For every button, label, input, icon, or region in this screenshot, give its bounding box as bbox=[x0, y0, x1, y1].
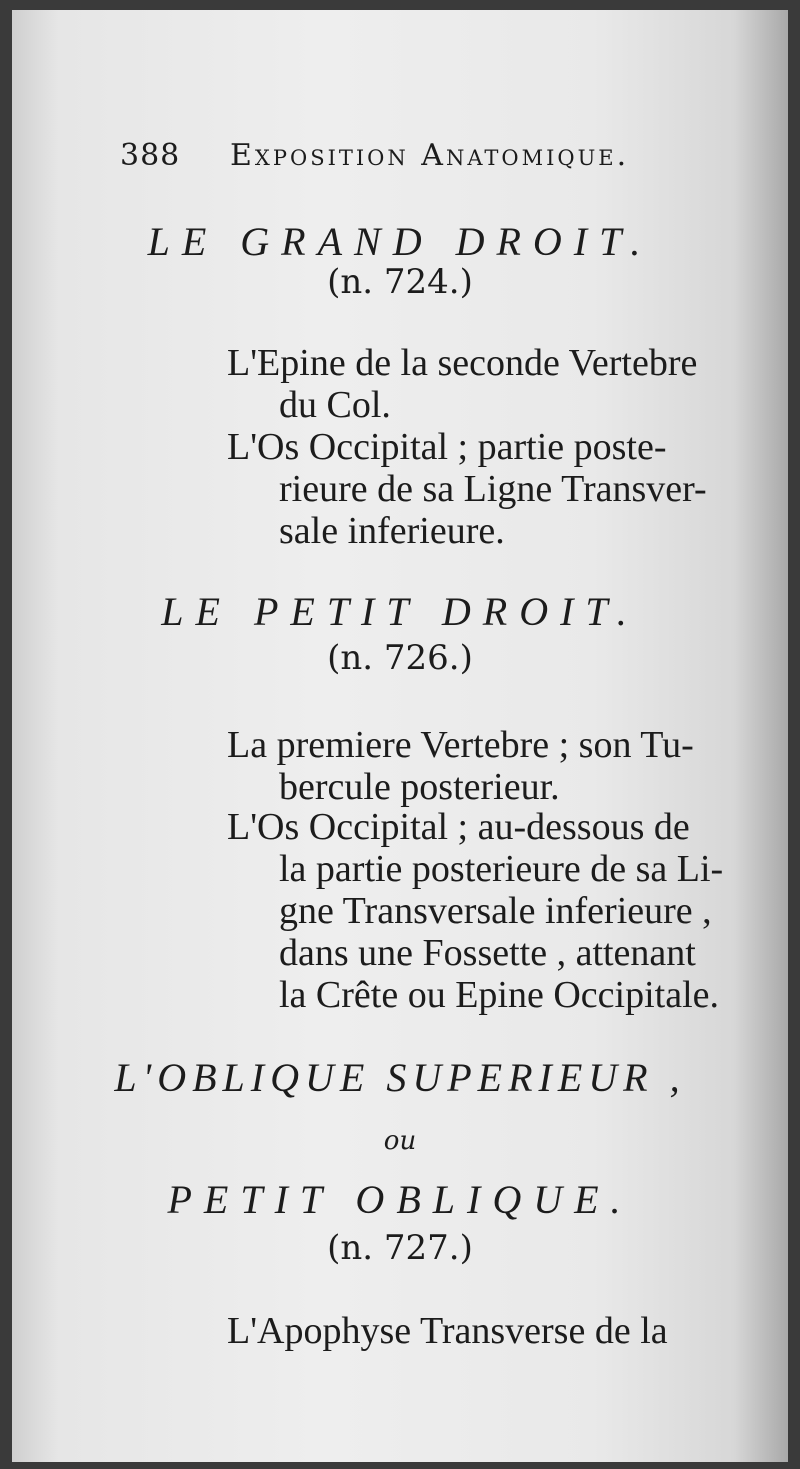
section-reference: (n. 724.) bbox=[327, 262, 473, 302]
entry-line: L'Os Occipital ; partie poste- bbox=[227, 426, 667, 468]
entry-line: sale inferieure. bbox=[279, 510, 505, 552]
entry-line: du Col. bbox=[279, 384, 391, 426]
entry-paragraph bbox=[227, 342, 737, 426]
entry-paragraph bbox=[227, 1310, 737, 1352]
page-header bbox=[120, 130, 720, 180]
section-title: LE GRAND DROIT. bbox=[147, 219, 653, 264]
section-reference: (n. 727.) bbox=[327, 1228, 473, 1268]
entry-line: L'Apophyse Transverse de la bbox=[227, 1310, 668, 1352]
entry-paragraph bbox=[227, 806, 737, 1016]
entry-line: La premiere Vertebre ; son Tu- bbox=[227, 724, 694, 766]
entry-line: L'Epine de la seconde Vertebre bbox=[227, 342, 698, 384]
entry-paragraph bbox=[227, 426, 737, 552]
section-title: LE PETIT DROIT. bbox=[161, 589, 639, 634]
section-reference: (n. 726.) bbox=[327, 638, 473, 678]
entry-line: gne Transversale inferieure , bbox=[279, 890, 712, 932]
entry-line: dans une Fossette , attenant bbox=[279, 932, 696, 974]
running-title: Exposition Anatomique. bbox=[230, 138, 630, 173]
entry-line: rieure de sa Ligne Transver- bbox=[279, 468, 707, 510]
entry-line: L'Os Occipital ; au-dessous de bbox=[227, 806, 690, 848]
entry-line: la partie posterieure de sa Li- bbox=[279, 848, 724, 890]
title-connector: ou bbox=[383, 1126, 417, 1156]
entry-line: la Crête ou Epine Occipitale. bbox=[279, 974, 719, 1016]
section-title-alternate: PETIT OBLIQUE. bbox=[167, 1177, 633, 1222]
entry-line: bercule posterieur. bbox=[279, 766, 560, 808]
entry-paragraph bbox=[227, 724, 737, 808]
section-title: L'OBLIQUE SUPERIEUR , bbox=[114, 1055, 686, 1100]
page-number: 388 bbox=[120, 138, 181, 173]
book-page bbox=[12, 10, 788, 1462]
